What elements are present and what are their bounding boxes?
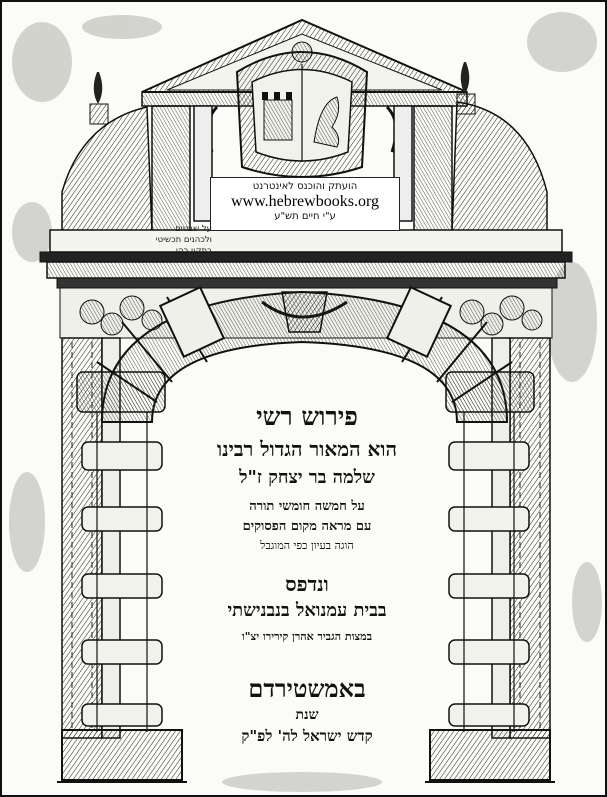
digitization-stamp bbox=[210, 177, 400, 231]
side-inscription-line: בתקון כהן bbox=[175, 246, 212, 256]
city-line: באמשטירדם bbox=[248, 674, 366, 703]
left-finial bbox=[90, 72, 108, 124]
year-label: שנת bbox=[295, 707, 319, 723]
commission-line: במצות הגביר אהרן קירירו יצ"ו bbox=[241, 630, 373, 643]
author-line-1: הוא המאור הגדול רבינו bbox=[216, 437, 398, 461]
right-wing-scroll bbox=[452, 102, 547, 232]
references-line: עם מראה מקום הפסוקים bbox=[242, 519, 372, 534]
printer-house: בבית עמנואל בנבנישתי bbox=[227, 600, 387, 621]
stamp-line-3: ע"י חיים תש"ע bbox=[274, 211, 336, 222]
edited-line: הוגה בעיון כפי המוגבל bbox=[260, 539, 354, 552]
year-line: קדש ישראל לה' לפ"ק bbox=[241, 727, 373, 745]
side-inscription bbox=[62, 224, 212, 257]
side-inscription-line: ולכהנים תכשיטי bbox=[155, 235, 212, 245]
printed-line: ונדפס bbox=[285, 572, 329, 596]
book-title: פירוש רשי bbox=[256, 402, 358, 431]
left-wing-scroll bbox=[62, 107, 152, 232]
side-inscription-line: על שבטים bbox=[175, 224, 212, 234]
author-line-2: שלמה בר יצחק ז"ל bbox=[239, 467, 375, 488]
stamp-line-1: הועתק והוכנס לאינטרנט bbox=[252, 181, 358, 192]
arch-keystone bbox=[282, 292, 327, 332]
subject-line: על חמשה חומשי תורה bbox=[249, 499, 365, 514]
stamp-url: www.hebrewbooks.org bbox=[231, 193, 379, 210]
